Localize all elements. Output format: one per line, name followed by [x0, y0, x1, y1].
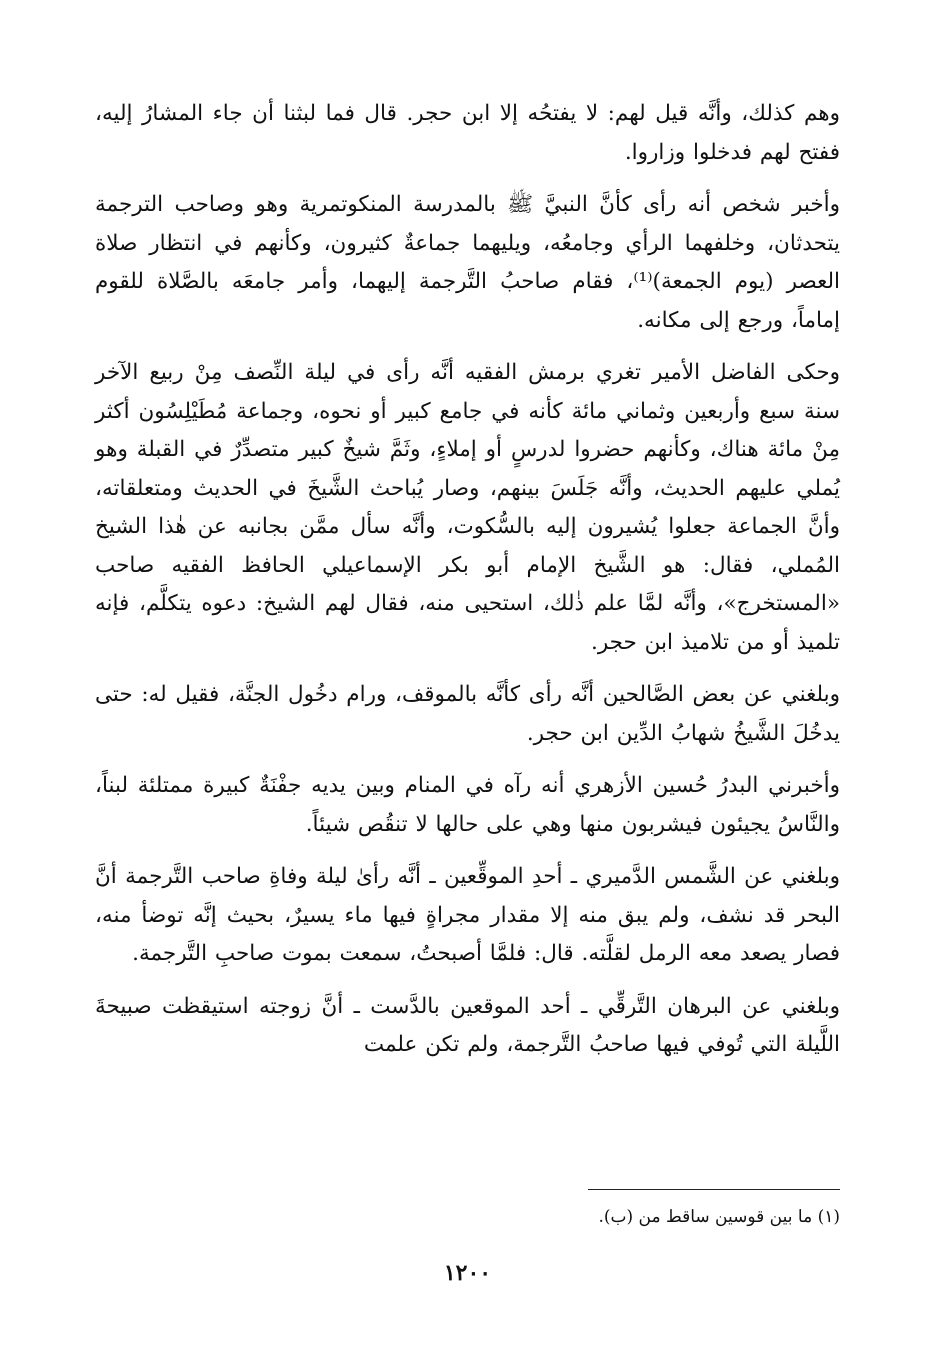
footnote: (١) ما بين قوسين ساقط من (ب).	[598, 1207, 840, 1227]
paragraph-burhan-wife: وبلغني عن البرهان التَّرقِّي ـ أحد الموقعين بالدَّست ـ أنَّ زوجته استيقظت صبيحةَ اللَّيلة التي تُوفي فيها صاحبُ التَّرجمة، ولم تكن علمت	[95, 993, 840, 1057]
page-body	[95, 95, 840, 1295]
paragraph-prophet-dream: وأخبر شخص أنه رأى كأنَّ النبيَّ ﷺ بالمدرسة المنكوتمرية وهو وصاحب الترجمة يتحدثان، وخلفهما الرأي وجامعُه، ويليهما جماعةٌ كثيرون، وكأنهم في انتظار صلاة العصر (يوم الجمعة)⁽¹⁾، فقام صاحبُ التَّرجمة إليهما، وأمر جامعَه بالصَّلاة للقوم إماماً، ورجع إلى مكانه.	[95, 192, 840, 333]
paragraph-dream-door: وهم كذلك، وأنَّه قيل لهم: لا يفتحُه إلا ابن حجر. قال فما لبثنا أن جاء المشارُ إليه، ففتح لهم فدخلوا وزاروا.	[95, 101, 840, 165]
paragraph-milk-dream: وأخبرني البدرُ حُسين الأزهري أنه رآه في المنام وبين يديه جفْنَةٌ كبيرة ممتلئة لبناً، والنَّاسُ يجيئون فيشربون منها وهي على حالها لا تنقُص شيئاً.	[95, 773, 840, 837]
paragraph-ismaili-dream: وحكى الفاضل الأمير تغري برمش الفقيه أنَّه رأى في ليلة النِّصف مِنْ ربيع الآخر سنة سبع وأربعين وثماني مائة كأنه في جامع كبير أو نحوه، وجماعة مُطَيْلِسُون أكثر مِنْ مائة هناك، وكأنهم حضروا لدرسٍ أو إملاءٍ، وثَمَّ شيخٌ كبير متصدِّرٌ في القبلة وهو يُملي عليهم الحديث، وأنَّه جَلَسَ بينهم، وصار يُباحث الشَّيخَ في الحديث ومتعلقاته، وأنَّ الجماعة جعلوا يُشيرون إليه بالسُّكوت، وأنَّه سأل ممَّن بجانبه عن هٰذا الشيخ المُملي، فقال: هو الشَّيخ الإمام أبو بكر الإسماعيلي الحافظ الفقيه صاحب «المستخرج»، وأنَّه لمَّا علم ذٰلك، استحيى منه، فقال لهم الشيخ: دعوه يتكلَّم، فإنه تلميذ أو من تلاميذ ابن حجر.	[95, 360, 840, 655]
paragraph-sea-dream: وبلغني عن الشَّمس الدَّميري ـ أحدِ الموقِّعين ـ أنَّه رأىٰ ليلة وفاةِ صاحب التَّرجمة أنَّ البحر قد نشف، ولم يبق منه إلا مقدار مجراةٍ فيها ماء يسيرٌ، بحيث إنَّه توضأ منه، فصار يصعد معه الرمل لقلَّته. قال: فلمَّا أصبحتُ، سمعت بموت صاحبِ التَّرجمة.	[95, 864, 840, 966]
footnote-divider	[588, 1189, 840, 1190]
paragraph-mawqif-dream: وبلغني عن بعض الصَّالحين أنَّه رأى كأنَّه بالموقف، ورام دخُول الجنَّة، فقيل له: حتى يدخُلَ الشَّيخُ شهابُ الدِّين ابن حجر.	[95, 682, 840, 746]
page-number: ١٢٠٠	[443, 1260, 492, 1286]
